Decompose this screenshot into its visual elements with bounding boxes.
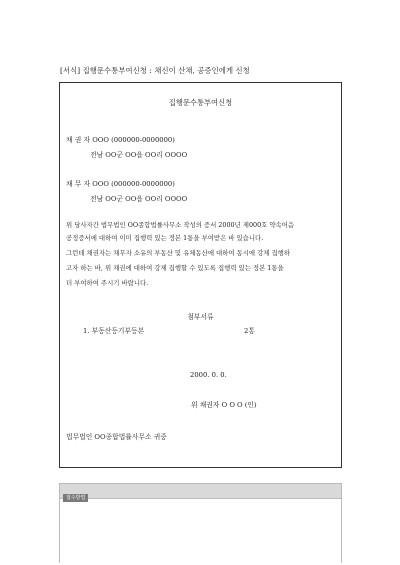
body-line: 공정증서에 대하여 이미 집행력 있는 정본 1통을 부여받은 바 있습니다. [66, 234, 264, 242]
reception-method-header [60, 484, 341, 499]
attachments-title: 첨부서류 [187, 313, 214, 321]
creditor-label: 채 권 자 [66, 136, 91, 144]
body-line: 고자 하는 바, 위 채권에 대하여 강제 집행할 수 있도록 집행력 있는 정본 1통을 [66, 264, 284, 272]
body-line: 더 부여하여 주시기 바랍니다. [66, 279, 149, 287]
debtor-value: OOO (000000-0000000) [92, 180, 175, 188]
reception-method-box [59, 483, 342, 563]
applicant-signature-line: 위 채권자 O O O (인) [191, 401, 257, 409]
creditor-value: OOO (000000-0000000) [92, 136, 175, 144]
application-date: 2000. 0. 0. [190, 371, 227, 379]
creditor-address: 전남 OO군 OO읍 OO리 OOOO [90, 151, 188, 159]
debtor-line [66, 180, 175, 189]
creditor-line [66, 136, 175, 145]
body-line: 그런데 채권자는 채무자 소유의 부동산 및 유체동산에 대하여 동시에 강제 집행하 [66, 249, 291, 257]
attachment-item: 1. 부동산등기부등본 [83, 327, 145, 335]
document-caption: [서식] 집행문수통부여신청 : 채신이 산채, 공증인에게 신청 [60, 66, 250, 75]
debtor-address: 전남 OO군 OO읍 OO리 OOOO [90, 195, 188, 203]
attachment-count: 2통 [244, 327, 255, 335]
application-form [59, 82, 342, 468]
body-line: 위 당사자간 법무법인 OO종합법률사무소 작성의 증서 2000년 제000호 약속어음 [66, 221, 295, 229]
form-title: 집행문수통부여신청 [168, 98, 233, 107]
reception-method-tag: 접수방법 [63, 494, 88, 502]
recipient-line: 법무법인 OO종합법률사무소 귀중 [66, 433, 167, 441]
debtor-label: 채 무 자 [66, 180, 91, 188]
